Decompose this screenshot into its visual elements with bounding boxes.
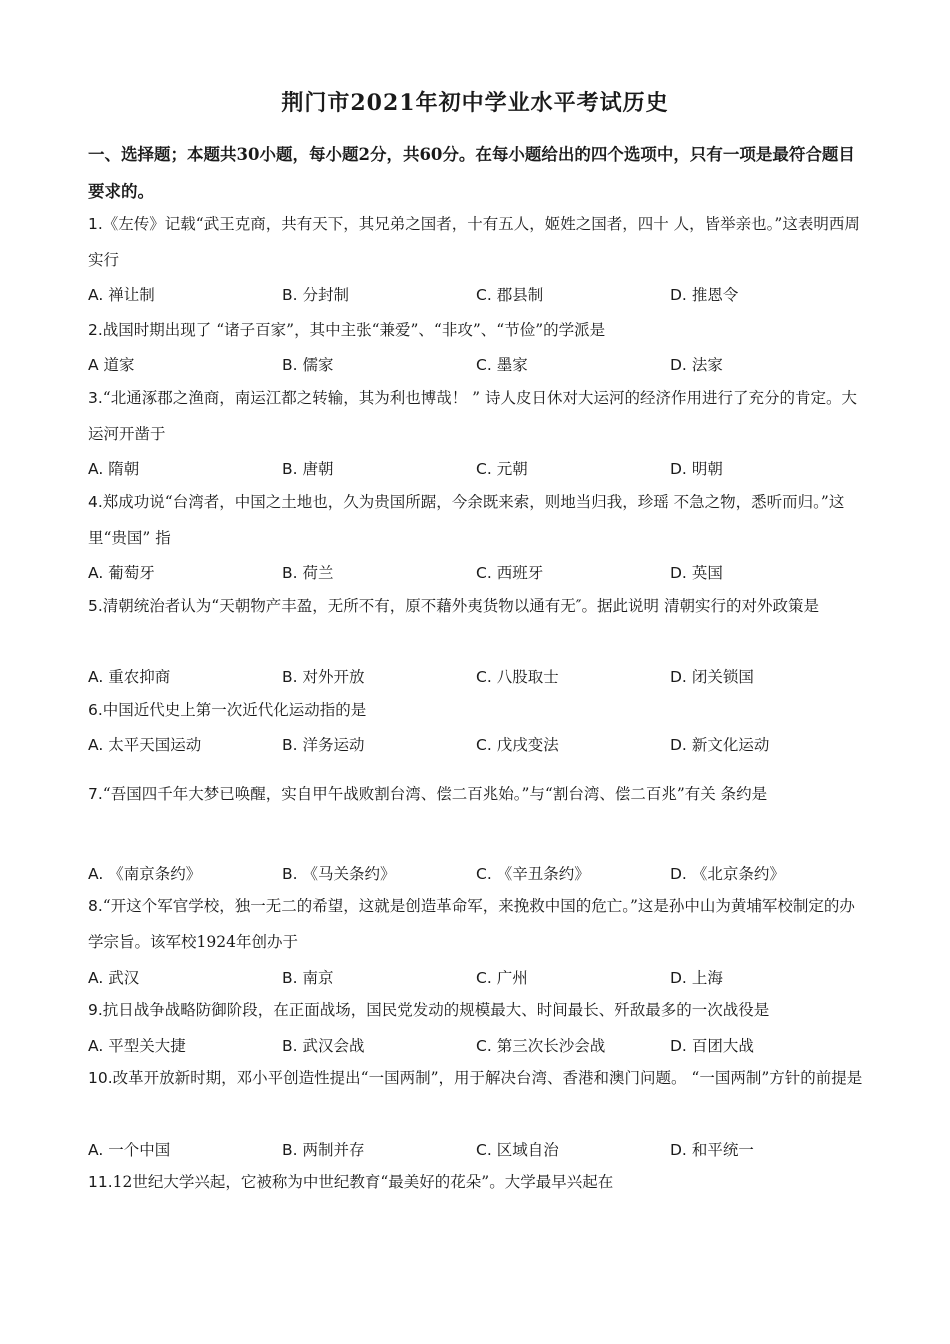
option-a[interactable]: A. 葡萄牙 bbox=[88, 564, 155, 582]
option-c[interactable]: C. 广州 bbox=[476, 969, 528, 987]
options-5 bbox=[88, 665, 863, 695]
question-8 bbox=[88, 888, 863, 960]
question-number: 8. bbox=[88, 897, 103, 915]
question-text: 改革开放新时期，邓小平创造性提出“一国两制”，用于解决台湾、香港和澳门问题。 “一国两制”方针的前提是 bbox=[112, 1069, 863, 1087]
option-a[interactable]: A. 禅让制 bbox=[88, 286, 155, 304]
question-number: 11. bbox=[88, 1173, 113, 1191]
question-text: 12世纪大学兴起，它被称为中世纪教育“最美好的花朵”。大学最早兴起在 bbox=[112, 1173, 614, 1191]
option-d[interactable]: D. 明朝 bbox=[670, 460, 723, 478]
question-10 bbox=[88, 1060, 863, 1096]
option-a[interactable]: A. 武汉 bbox=[88, 969, 140, 987]
page-title: 荆门市2021年初中学业水平考试历史 bbox=[281, 90, 669, 116]
option-b[interactable]: B. 对外开放 bbox=[282, 668, 365, 686]
question-11 bbox=[88, 1164, 863, 1200]
option-c[interactable]: C. 第三次长沙会战 bbox=[476, 1037, 606, 1055]
option-b[interactable]: B. 《马关条约》 bbox=[282, 865, 396, 883]
question-number: 4. bbox=[88, 493, 103, 511]
option-b[interactable]: B. 两制并存 bbox=[282, 1141, 365, 1159]
question-number: 7. bbox=[88, 785, 103, 803]
option-d[interactable]: D. 新文化运动 bbox=[670, 736, 770, 754]
question-text: 战国时期出现了 “诸子百家”，其中主张“兼爱”、“非攻”、“节俭”的学派是 bbox=[102, 321, 606, 339]
option-c[interactable]: C. 墨家 bbox=[476, 356, 528, 374]
option-d[interactable]: D. 法家 bbox=[670, 356, 723, 374]
question-9 bbox=[88, 992, 863, 1028]
question-2 bbox=[88, 312, 863, 348]
option-b[interactable]: B. 荷兰 bbox=[282, 564, 334, 582]
option-c[interactable]: C. 戊戌变法 bbox=[476, 736, 559, 754]
option-d[interactable]: D. 推恩令 bbox=[670, 286, 739, 304]
options-2 bbox=[88, 353, 863, 383]
option-c[interactable]: C. 八股取士 bbox=[476, 668, 559, 686]
option-a[interactable]: A. 一个中国 bbox=[88, 1141, 171, 1159]
question-number: 3. bbox=[88, 389, 103, 407]
option-a[interactable]: A. 《南京条约》 bbox=[88, 865, 202, 883]
option-b[interactable]: B. 洋务运动 bbox=[282, 736, 365, 754]
option-a[interactable]: A. 太平天国运动 bbox=[88, 736, 202, 754]
option-d[interactable]: D. 英国 bbox=[670, 564, 723, 582]
question-text: 清朝统治者认为“天朝物产丰盈，无所不有，原不藉外夷货物以通有无″。据此说明 清朝实行的对外政策是 bbox=[102, 597, 819, 615]
option-b[interactable]: B. 儒家 bbox=[282, 356, 334, 374]
question-4 bbox=[88, 484, 863, 556]
question-5 bbox=[88, 588, 863, 624]
option-c[interactable]: C. 西班牙 bbox=[476, 564, 544, 582]
question-text: 郑成功说“台湾者，中国之土地也，久为贵国所踞，今余既来索，则地当归我，珍瑶 不急之物，悉听而归。”这里“贵国” 指 bbox=[88, 493, 845, 547]
option-b[interactable]: B. 唐朝 bbox=[282, 460, 334, 478]
question-number: 9. bbox=[88, 1001, 103, 1019]
option-b[interactable]: B. 分封制 bbox=[282, 286, 350, 304]
option-d[interactable]: D. 上海 bbox=[670, 969, 723, 987]
question-6 bbox=[88, 692, 863, 728]
options-3 bbox=[88, 457, 863, 487]
question-1 bbox=[88, 206, 863, 278]
option-a[interactable]: A 道家 bbox=[88, 356, 135, 374]
option-c[interactable]: C. 《辛丑条约》 bbox=[476, 865, 590, 883]
options-6 bbox=[88, 733, 863, 763]
question-3 bbox=[88, 380, 863, 452]
question-number: 5. bbox=[88, 597, 103, 615]
option-a[interactable]: A. 重农抑商 bbox=[88, 668, 171, 686]
question-text: 抗日战争战略防御阶段，在正面战场，国民党发动的规模最大、时间最长、歼敌最多的一次战役是 bbox=[102, 1001, 770, 1019]
option-c[interactable]: C. 郡县制 bbox=[476, 286, 544, 304]
option-d[interactable]: D. 和平统一 bbox=[670, 1141, 754, 1159]
options-4 bbox=[88, 561, 863, 591]
question-number: 2. bbox=[88, 321, 103, 339]
question-text: “北通涿郡之渔商，南运江都之转输，其为利也博哉！ ” 诗人皮日休对大运河的经济作用进行了充分的肯定。大运河开凿于 bbox=[88, 389, 858, 443]
question-number: 10. bbox=[88, 1069, 113, 1087]
option-d[interactable]: D. 百团大战 bbox=[670, 1037, 754, 1055]
section-heading: 一、选择题；本题共30小题，每小题2分，共60分。在每小题给出的四个选项中，只有一项是最符合题目要求的。 bbox=[88, 145, 855, 201]
option-d[interactable]: D. 闭关锁国 bbox=[670, 668, 754, 686]
question-text: “吾国四千年大梦已唤醒，实自甲午战败割台湾、偿二百兆始。”与“割台湾、偿二百兆”有关 条约是 bbox=[102, 785, 768, 803]
question-text: 中国近代史上第一次近代化运动指的是 bbox=[102, 701, 367, 719]
option-c[interactable]: C. 元朝 bbox=[476, 460, 528, 478]
question-text: “开这个军官学校，独一无二的希望，这就是创造革命军，来挽救中国的危亡。”这是孙中山为黄埔军校制定的办学宗旨。该军校1924年创办于 bbox=[88, 897, 855, 951]
question-7 bbox=[88, 770, 863, 818]
question-text: 《左传》记载“武王克商，共有天下，其兄弟之国者，十有五人，姬姓之国者，四十 人，皆举亲也。”这表明西周实行 bbox=[88, 215, 860, 269]
option-a[interactable]: A. 隋朝 bbox=[88, 460, 140, 478]
options-1 bbox=[88, 283, 863, 313]
question-number: 6. bbox=[88, 701, 103, 719]
option-b[interactable]: B. 武汉会战 bbox=[282, 1037, 365, 1055]
option-c[interactable]: C. 区域自治 bbox=[476, 1141, 559, 1159]
option-d[interactable]: D. 《北京条约》 bbox=[670, 865, 785, 883]
option-a[interactable]: A. 平型关大捷 bbox=[88, 1037, 186, 1055]
question-number: 1. bbox=[88, 215, 103, 233]
option-b[interactable]: B. 南京 bbox=[282, 969, 334, 987]
